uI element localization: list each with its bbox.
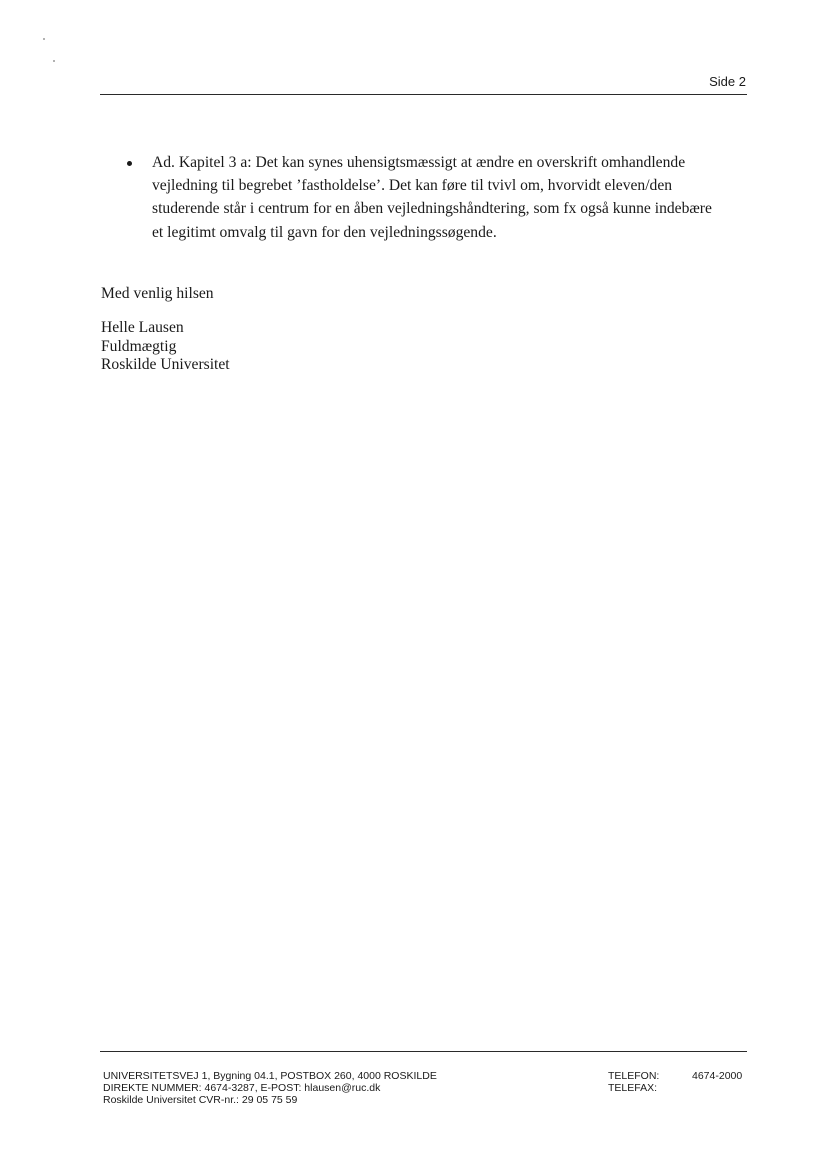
- footer-divider: [100, 1051, 747, 1052]
- signature-organization: Roskilde Universitet: [101, 356, 230, 373]
- bullet-line: Ad. Kapitel 3 a: Det kan synes uhensigtsmæssigt at ændre en overskrift omhandlende: [152, 154, 686, 171]
- bullet-line: et legitimt omvalg til gavn for den vejledningssøgende.: [152, 223, 497, 241]
- phone-label: TELEFON:: [608, 1070, 660, 1082]
- fax-label: TELEFAX:: [608, 1082, 658, 1094]
- closing-greeting: Med venlig hilsen: [101, 285, 214, 302]
- footer-contact: DIREKTE NUMMER: 4674-3287, E-POST: hlausen@ruc.dk: [103, 1082, 381, 1094]
- signature-title: Fuldmægtig: [101, 337, 177, 355]
- scan-speck: [43, 38, 45, 40]
- bullet-icon: [127, 161, 132, 166]
- bullet-line: studerende står i centrum for en åben vejledningshåndtering, som fx også kunne indebære: [152, 200, 712, 218]
- bullet-text: [152, 151, 712, 244]
- page-number-label: Side 2: [709, 74, 746, 89]
- footer-cvr: Roskilde Universitet CVR-nr.: 29 05 75 59: [103, 1094, 298, 1106]
- bullet-line: vejledning til begrebet ’fastholdelse’. Det kan føre til tvivl om, hvorvidt eleven/den: [152, 177, 673, 195]
- footer-address: UNIVERSITETSVEJ 1, Bygning 04.1, POSTBOX 260, 4000 ROSKILDE: [103, 1070, 437, 1082]
- header-divider: [100, 94, 747, 95]
- signature-name: Helle Lausen: [101, 319, 184, 336]
- phone-value: 4674-2000: [692, 1070, 743, 1082]
- signature-block: [101, 319, 230, 375]
- footer-address-block: [103, 1070, 437, 1106]
- scan-speck: [53, 60, 55, 62]
